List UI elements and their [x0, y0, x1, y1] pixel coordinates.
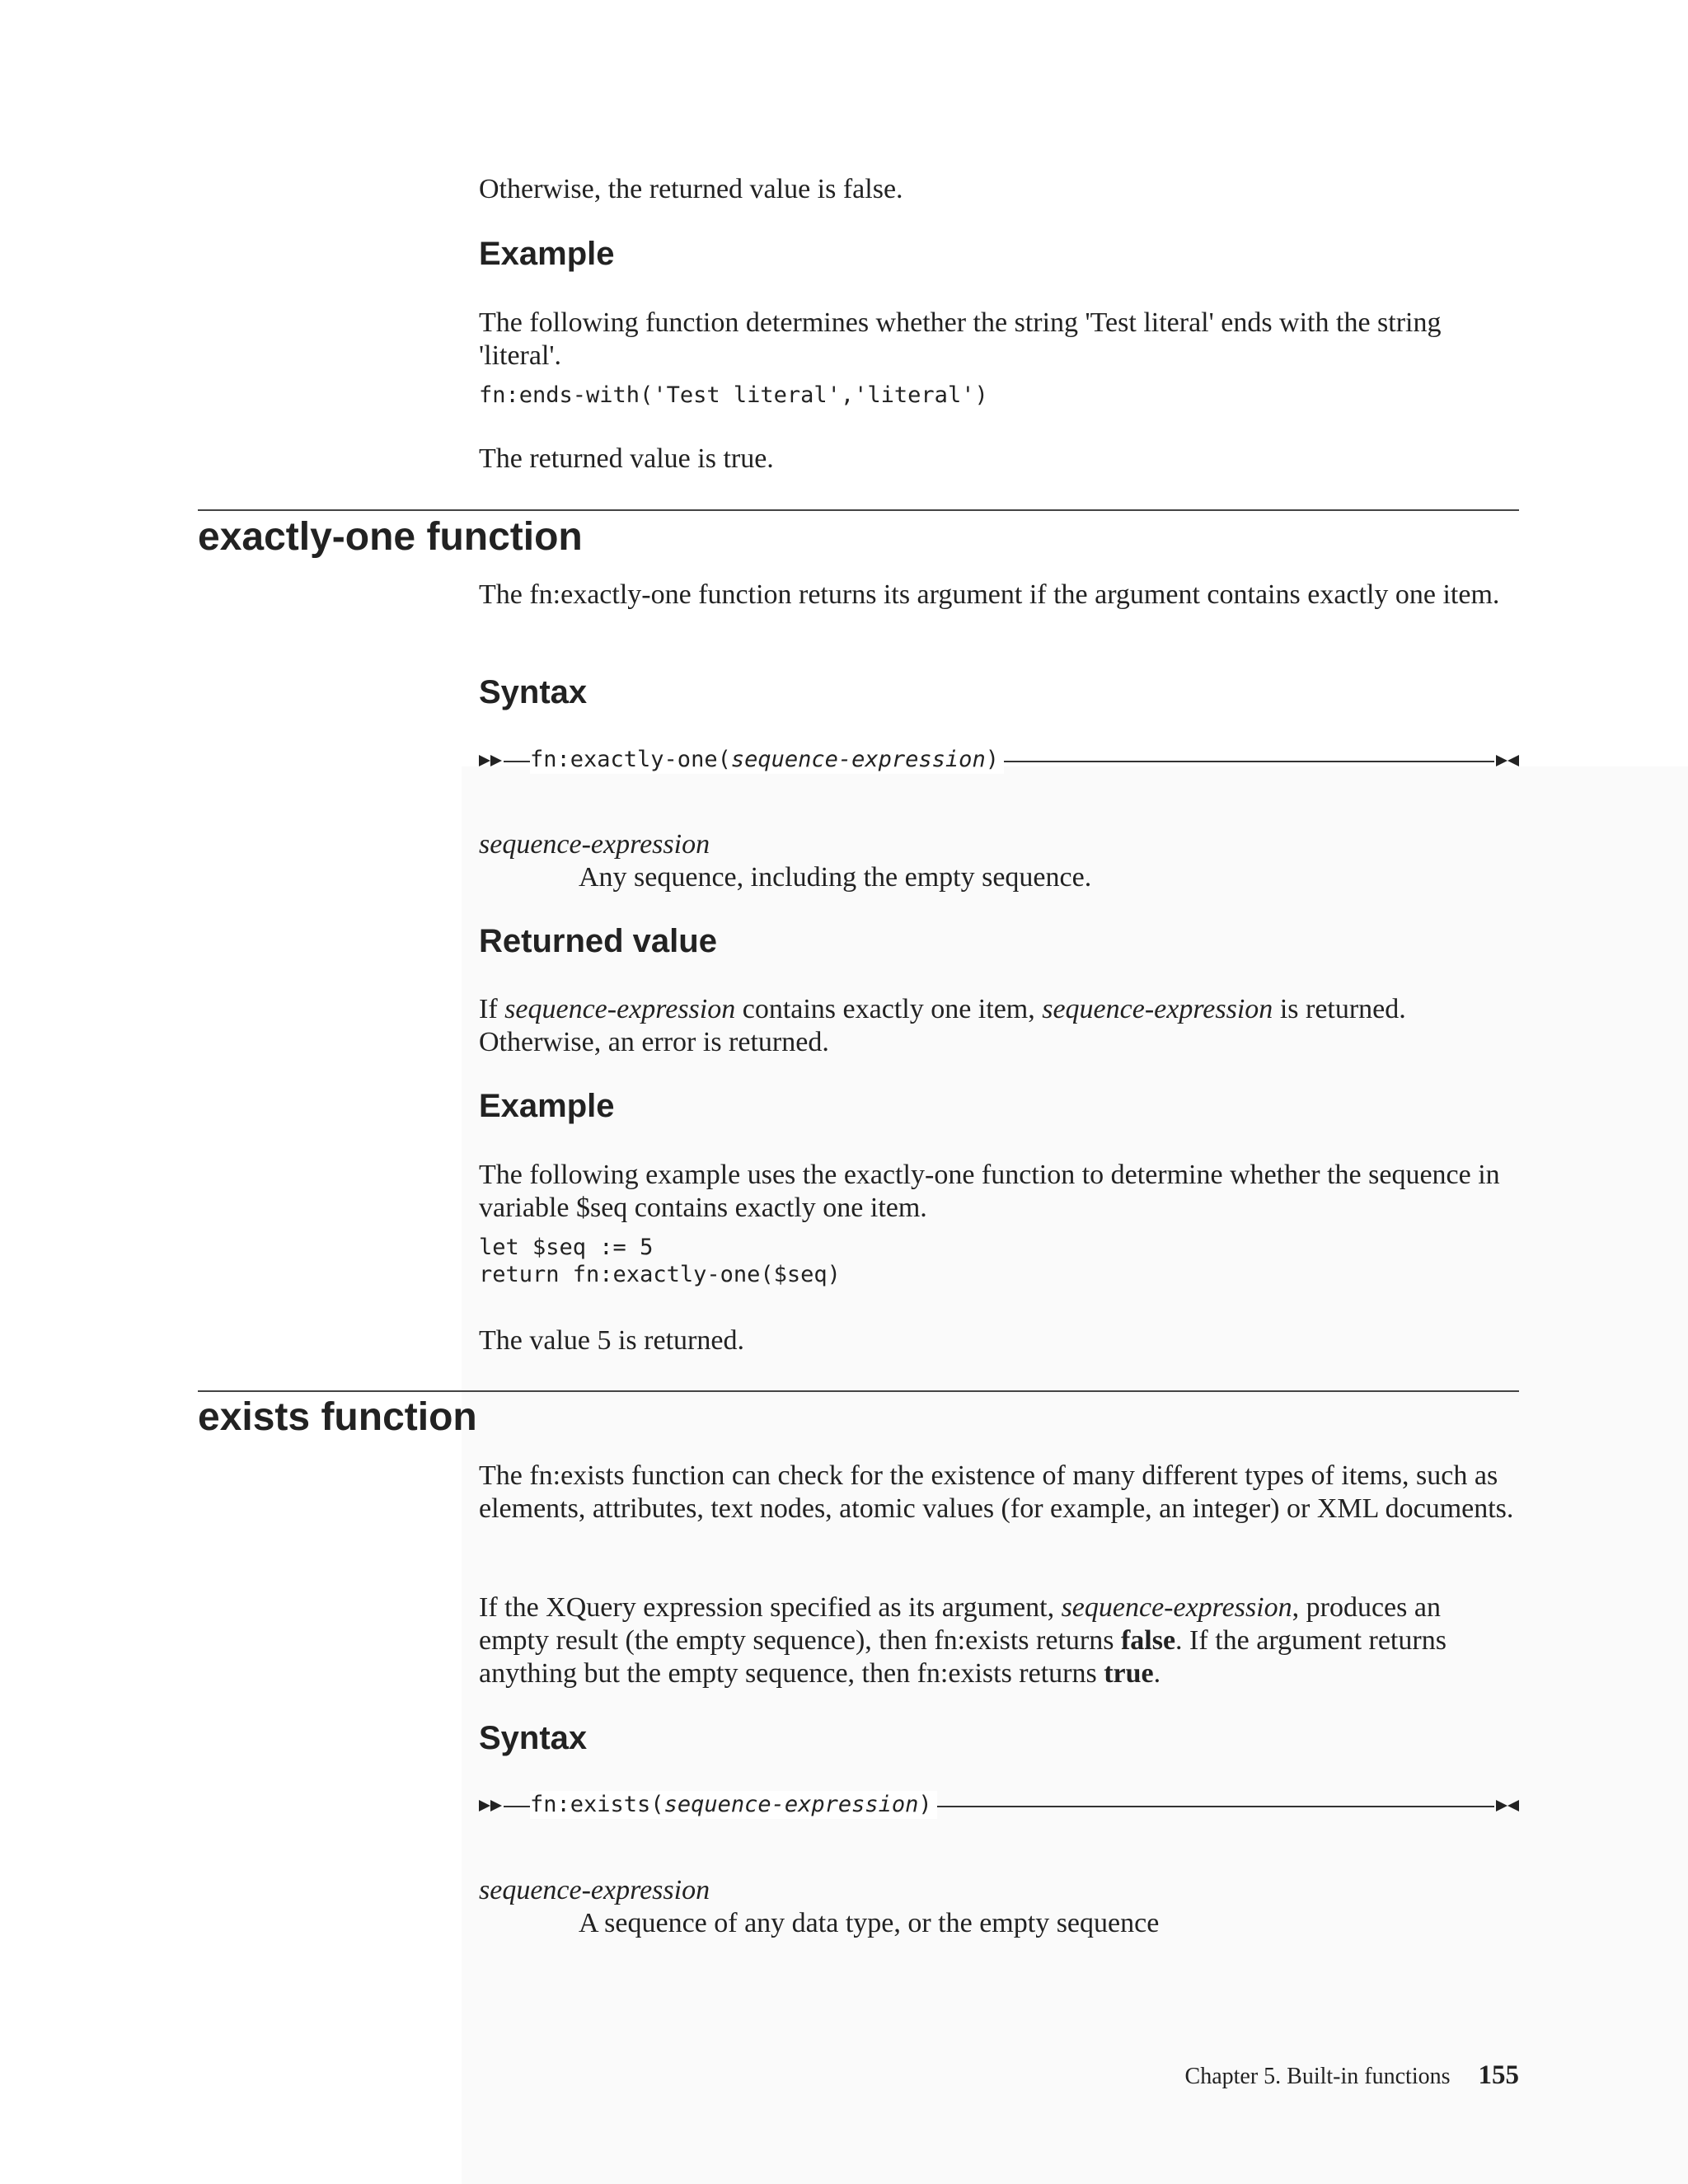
example-code: fn:ends-with('Test literal','literal'): [479, 382, 988, 408]
exactly-one-result: The value 5 is returned.: [479, 1325, 744, 1356]
exactly-one-example-text: The following example uses the exactly-one function to determine whether the sequence in variable $seq contains exactly one item.: [479, 1160, 1500, 1223]
exists-description: If the XQuery expression specified as its argument, sequence-expression, produces an empty result (the empty sequence), then fn:exists returns false. If the argument returns anything but the empty sequence, then fn:exists returns true.: [479, 1592, 1447, 1689]
syntax-expression: fn:exactly-one(sequence-expression): [530, 746, 1004, 774]
otherwise-text: Otherwise, the returned value is false.: [479, 174, 903, 204]
page-footer: [1185, 2059, 1519, 2093]
section-rule: [198, 1390, 1519, 1392]
returned-value-text: If sequence-expression contains exactly one item, sequence-expression is returned. Otherwise, an error is returned.: [479, 994, 1406, 1057]
exactly-one-example-heading: Example: [479, 1088, 615, 1124]
footer-chapter: Chapter 5. Built-in functions: [1184, 2064, 1451, 2089]
exists-title: exists function: [198, 1395, 477, 1439]
syntax-end-arrows-icon: [1491, 1798, 1519, 1813]
exactly-one-intro: The fn:exactly-one function returns its argument if the argument contains exactly one item.: [479, 579, 1500, 610]
syntax-end-arrows-icon: [1491, 753, 1519, 768]
returned-value-heading: Returned value: [479, 923, 717, 959]
exactly-one-param-desc: Any sequence, including the empty sequence.: [579, 862, 1092, 893]
result-text: The returned value is true.: [479, 443, 774, 474]
exactly-one-title: exactly-one function: [198, 515, 583, 559]
section-rule: [198, 509, 1519, 511]
exists-param-desc: A sequence of any data type, or the empty sequence: [579, 1908, 1160, 1938]
exactly-one-code-line-2: return fn:exactly-one($seq): [479, 1262, 841, 1287]
exactly-one-param-term: sequence-expression: [479, 829, 710, 860]
syntax-start-arrows-icon: [479, 1798, 530, 1813]
exists-syntax-diagram: [479, 1789, 1519, 1822]
exactly-one-syntax-heading: Syntax: [479, 674, 588, 710]
example-text: The following function determines whether the string 'Test literal' ends with the string 'literal'.: [479, 307, 1442, 371]
exists-syntax-heading: Syntax: [479, 1720, 588, 1756]
exactly-one-code-line-1: let $seq := 5: [479, 1235, 654, 1260]
exists-intro: The fn:exists function can check for the existence of many different types of items, such as elements, attributes, text nodes, atomic values (for example, an integer) or XML documents.: [479, 1460, 1514, 1524]
example-heading: Example: [479, 236, 615, 272]
syntax-expression: fn:exists(sequence-expression): [530, 1791, 937, 1819]
exists-param-term: sequence-expression: [479, 1875, 710, 1905]
exactly-one-syntax-diagram: [479, 744, 1519, 777]
syntax-start-arrows-icon: [479, 753, 530, 768]
page-number: 155: [1478, 2060, 1519, 2090]
